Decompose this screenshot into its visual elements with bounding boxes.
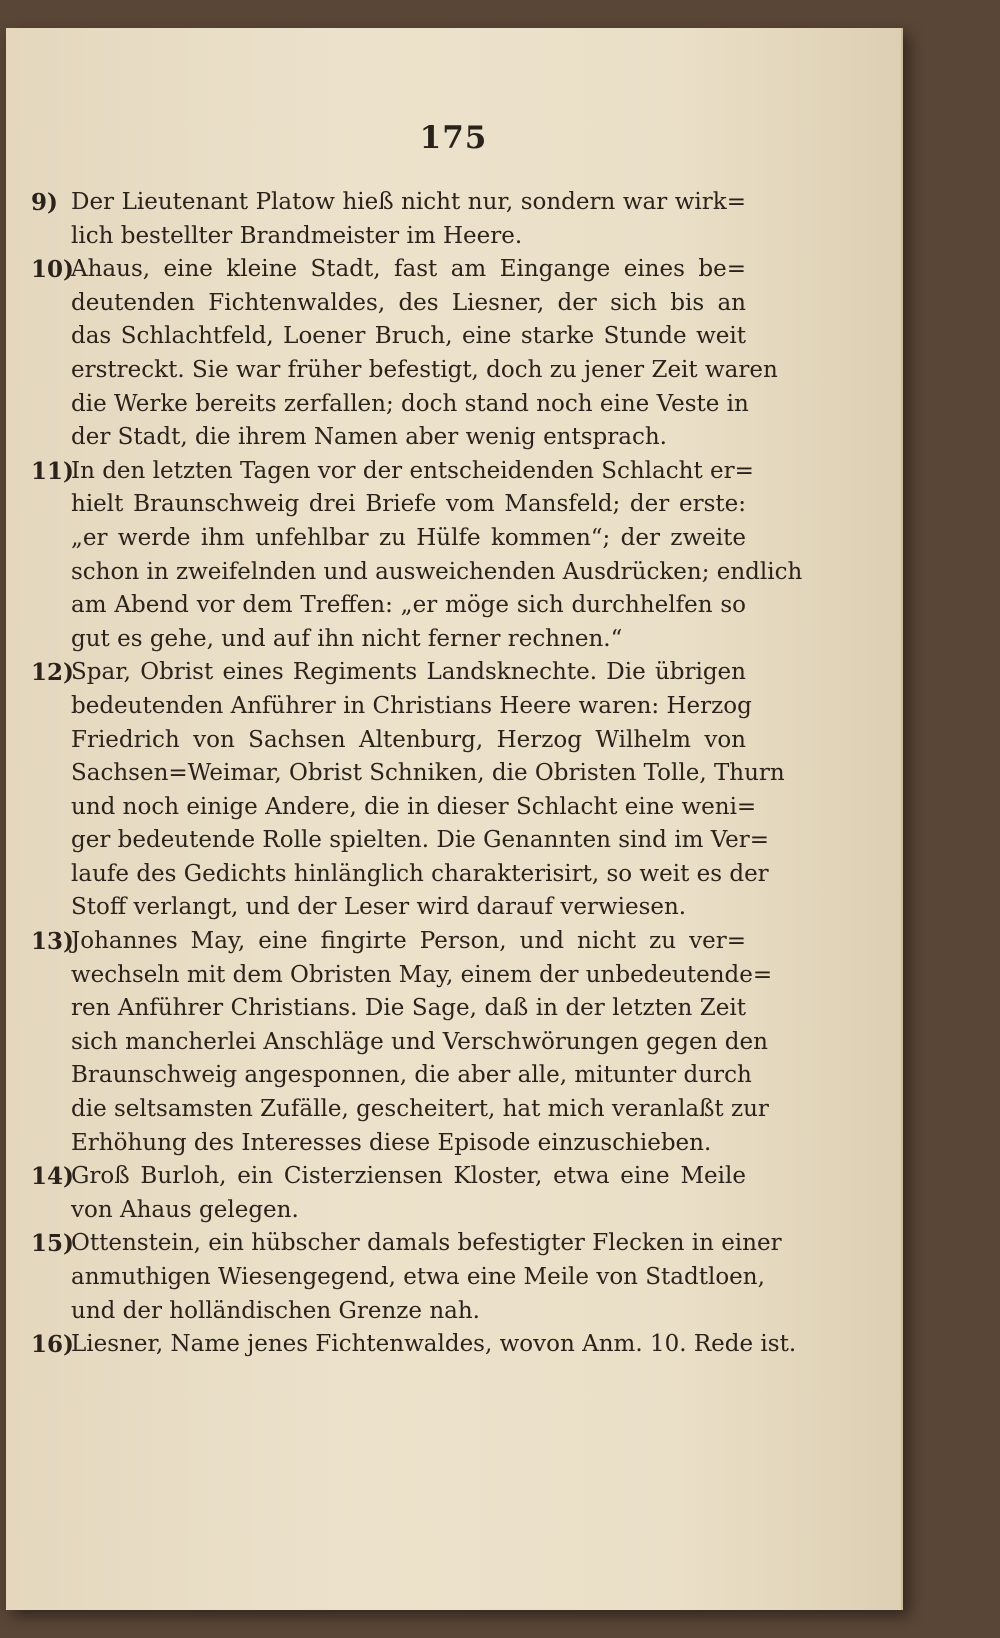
book-page xyxy=(6,28,903,1610)
annotation-line: das Schlachtfeld, Loener Bruch, eine starke Stunde weit xyxy=(71,323,746,350)
annotation-number: 11) xyxy=(31,457,74,485)
annotation-line: Groß Burloh, ein Cisterziensen Kloster, etwa eine Meile xyxy=(71,1163,746,1190)
annotation-line: Ottenstein, ein hübscher damals befestigter Flecken in einer xyxy=(71,1230,782,1257)
annotation-line: Stoff verlangt, und der Leser wird darauf verwiesen. xyxy=(71,894,687,921)
annotation-text xyxy=(71,186,746,253)
annotation-line: sich mancherlei Anschläge und Verschwörungen gegen den xyxy=(71,1028,768,1055)
annotation-line: bedeutenden Anführer in Christians Heere waren: Herzog xyxy=(71,692,752,719)
annotation-line: Johannes May, eine fingirte Person, und nicht zu ver= xyxy=(71,928,746,955)
annotation-line: ger bedeutende Rolle spielten. Die Genannten sind im Ver= xyxy=(71,827,770,854)
page-number: 175 xyxy=(419,120,488,156)
annotation-text xyxy=(71,1227,782,1328)
annotation-line: Der Lieutenant Platow hieß nicht nur, sondern war wirk= xyxy=(71,189,746,215)
annotation-line: erstreckt. Sie war früher befestigt, doch zu jener Zeit waren xyxy=(71,356,778,383)
annotation-line: und noch einige Andere, die in dieser Schlacht eine weni= xyxy=(71,793,757,820)
annotation-text xyxy=(71,656,785,925)
annotation-number: 14) xyxy=(31,1163,74,1191)
annotation-line: Erhöhung des Interesses diese Episode einzuschieben. xyxy=(71,1129,712,1156)
annotation-line: „er werde ihm unfehlbar zu Hülfe kommen“; der zweite xyxy=(71,524,746,551)
annotation-item xyxy=(31,925,773,1160)
annotation-text xyxy=(71,455,803,657)
annotation-item xyxy=(31,253,778,455)
annotation-number: 10) xyxy=(31,256,74,284)
annotation-line: Ahaus, eine kleine Stadt, fast am Eingange eines be= xyxy=(71,256,746,283)
annotation-line: ren Anführer Christians. Die Sage, daß in der letzten Zeit xyxy=(71,995,746,1022)
annotation-number: 12) xyxy=(31,659,74,687)
annotation-text xyxy=(71,253,778,455)
annotation-line: die seltsamsten Zufälle, gescheitert, hat mich veranlaßt zur xyxy=(71,1096,769,1123)
annotation-line: Liesner, Name jenes Fichtenwaldes, wovon Anm. 10. Rede ist. xyxy=(71,1331,797,1358)
annotation-line: Spar, Obrist eines Regiments Landsknechte. Die übrigen xyxy=(71,659,746,686)
annotation-line: der Stadt, die ihrem Namen aber wenig entsprach. xyxy=(71,424,667,451)
annotation-line: deutenden Fichtenwaldes, des Liesner, der sich bis an xyxy=(71,289,746,316)
annotation-line: anmuthigen Wiesengegend, etwa eine Meile von Stadtloen, xyxy=(71,1264,765,1290)
annotation-number: 15) xyxy=(31,1230,74,1258)
annotation-item xyxy=(31,186,746,253)
annotation-item xyxy=(31,1160,746,1227)
annotation-text xyxy=(71,1328,797,1362)
annotation-line: am Abend vor dem Treffen: „er möge sich durchhelfen so xyxy=(71,592,746,619)
annotation-line: Sachsen=Weimar, Obrist Schniken, die Obristen Tolle, Thurn xyxy=(71,760,785,787)
annotation-line: schon in zweifelnden und ausweichenden Ausdrücken; endlich xyxy=(71,558,803,585)
annotation-line: und der holländischen Grenze nah. xyxy=(71,1297,480,1324)
annotations-list xyxy=(31,186,803,1362)
annotation-line: gut es gehe, und auf ihn nicht ferner rechnen.“ xyxy=(71,625,623,652)
annotation-text xyxy=(71,1160,746,1227)
annotation-line: wechseln mit dem Obristen May, einem der unbedeutende= xyxy=(71,961,773,988)
annotation-line: Braunschweig angesponnen, die aber alle, mitunter durch xyxy=(71,1062,752,1089)
annotation-item xyxy=(31,656,785,925)
annotation-line: In den letzten Tagen vor der entscheidenden Schlacht er= xyxy=(71,457,754,484)
annotation-line: Friedrich von Sachsen Altenburg, Herzog Wilhelm von xyxy=(71,726,746,753)
annotation-line: laufe des Gedichts hinlänglich charakterisirt, so weit es der xyxy=(71,860,769,887)
annotation-item xyxy=(31,1328,797,1362)
annotation-item xyxy=(31,455,803,657)
annotation-line: lich bestellter Brandmeister im Heere. xyxy=(71,222,523,249)
annotation-number: 13) xyxy=(31,928,74,956)
annotation-line: von Ahaus gelegen. xyxy=(71,1196,299,1223)
annotation-item xyxy=(31,1227,782,1328)
annotation-number: 9) xyxy=(31,189,58,216)
annotation-text xyxy=(71,925,773,1160)
annotation-line: die Werke bereits zerfallen; doch stand noch eine Veste in xyxy=(71,390,749,417)
annotation-number: 16) xyxy=(31,1331,74,1359)
annotation-line: hielt Braunschweig drei Briefe vom Mansfeld; der erste: xyxy=(71,491,746,518)
